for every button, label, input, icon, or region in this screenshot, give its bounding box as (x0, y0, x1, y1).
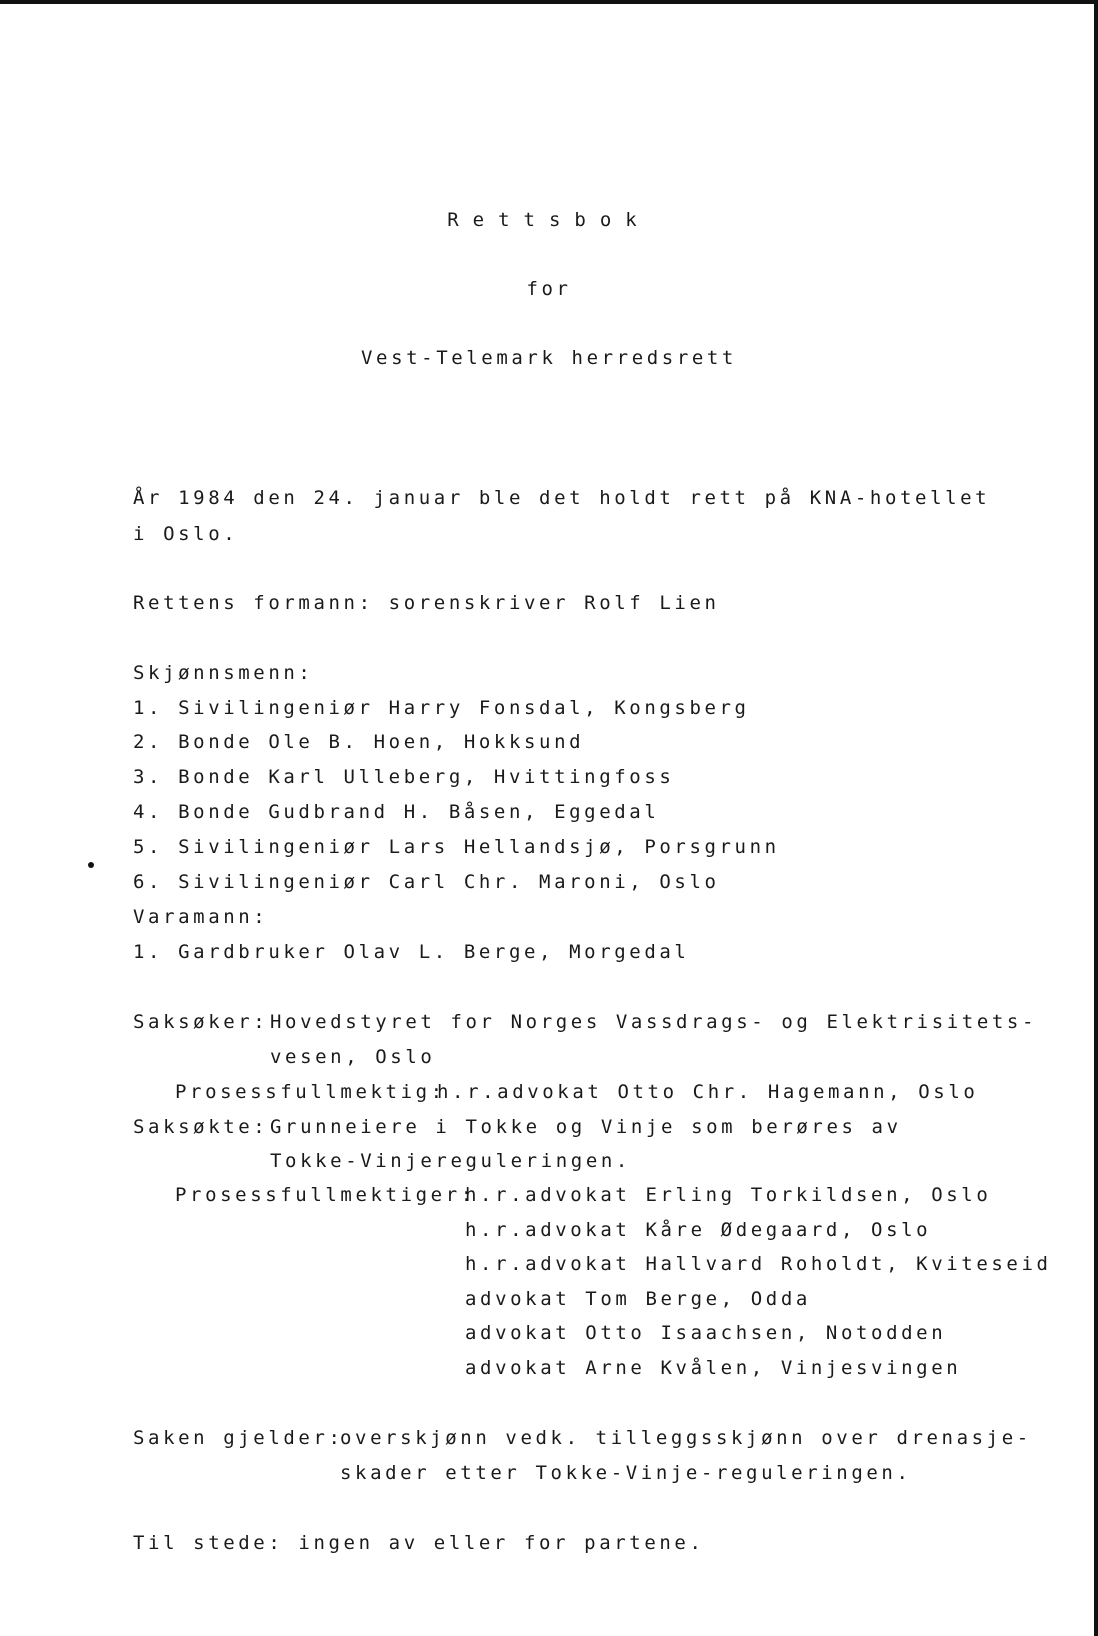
plaintiff-name-line-1: Hovedstyret for Norges Vassdrags- og Elektrisitets- (270, 1011, 1037, 1033)
defendant-counsel-item: advokat Tom Berge, Odda (465, 1288, 811, 1310)
present-line: Til stede: ingen av eller for partene. (133, 1532, 705, 1554)
scan-edge-top (0, 0, 1098, 4)
defendants-label: Saksøkte: (133, 1116, 269, 1138)
defendant-counsel-item: advokat Otto Isaachsen, Notodden (465, 1322, 947, 1344)
defendant-counsel-item: h.r.advokat Hallvard Roholdt, Kviteseid (465, 1253, 1052, 1275)
assessors-heading: Skjønnsmenn: (133, 662, 314, 684)
subject-line-1: overskjønn vedk. tilleggsskjønn over drenasje- (340, 1427, 1032, 1449)
defendant-counsel-item: h.r.advokat Erling Torkildsen, Oslo (465, 1184, 992, 1206)
defendants-counsel-label: Prosessfullmektiger: (175, 1184, 476, 1206)
assessor-item: 2. Bonde Ole B. Hoen, Hokksund (133, 731, 585, 753)
deputy-item: 1. Gardbruker Olav L. Berge, Morgedal (133, 941, 690, 963)
assessor-item: 5. Sivilingeniør Lars Hellandsjø, Porsgrunn (133, 836, 780, 858)
deputy-heading: Varamann: (133, 906, 269, 928)
assessor-item: 4. Bonde Gudbrand H. Båsen, Eggedal (133, 801, 660, 823)
defendants-name-line-2: Tokke-Vinjereguleringen. (270, 1150, 631, 1172)
plaintiff-counsel-label: Prosessfullmektig: (175, 1081, 446, 1103)
intro-line-1: År 1984 den 24. januar ble det holdt rett på KNA-hotellet (133, 487, 991, 509)
document-title: Rettsbok (447, 209, 651, 231)
plaintiff-counsel: h.r.advokat Otto Chr. Hagemann, Oslo (437, 1081, 979, 1103)
court-chair: Rettens formann: sorenskriver Rolf Lien (133, 592, 720, 614)
court-name: Vest-Telemark herredsrett (361, 347, 737, 369)
scan-edge-right (1094, 0, 1098, 1636)
intro-line-2: i Oslo. (133, 523, 239, 545)
defendant-counsel-item: h.r.advokat Kåre Ødegaard, Oslo (465, 1219, 932, 1241)
title-for: for (526, 278, 572, 300)
subject-label: Saken gjelder: (133, 1427, 344, 1449)
assessor-item: 6. Sivilingeniør Carl Chr. Maroni, Oslo (133, 871, 720, 893)
plaintiff-name-line-2: vesen, Oslo (270, 1046, 436, 1068)
plaintiff-label: Saksøker: (133, 1011, 269, 1033)
subject-line-2: skader etter Tokke-Vinje-reguleringen. (340, 1462, 912, 1484)
defendant-counsel-item: advokat Arne Kvålen, Vinjesvingen (465, 1357, 962, 1379)
scan-speck (88, 862, 94, 868)
assessor-item: 1. Sivilingeniør Harry Fonsdal, Kongsberg (133, 697, 750, 719)
assessor-item: 3. Bonde Karl Ulleberg, Hvittingfoss (133, 766, 675, 788)
defendants-name-line-1: Grunneiere i Tokke og Vinje som berøres av (270, 1116, 902, 1138)
